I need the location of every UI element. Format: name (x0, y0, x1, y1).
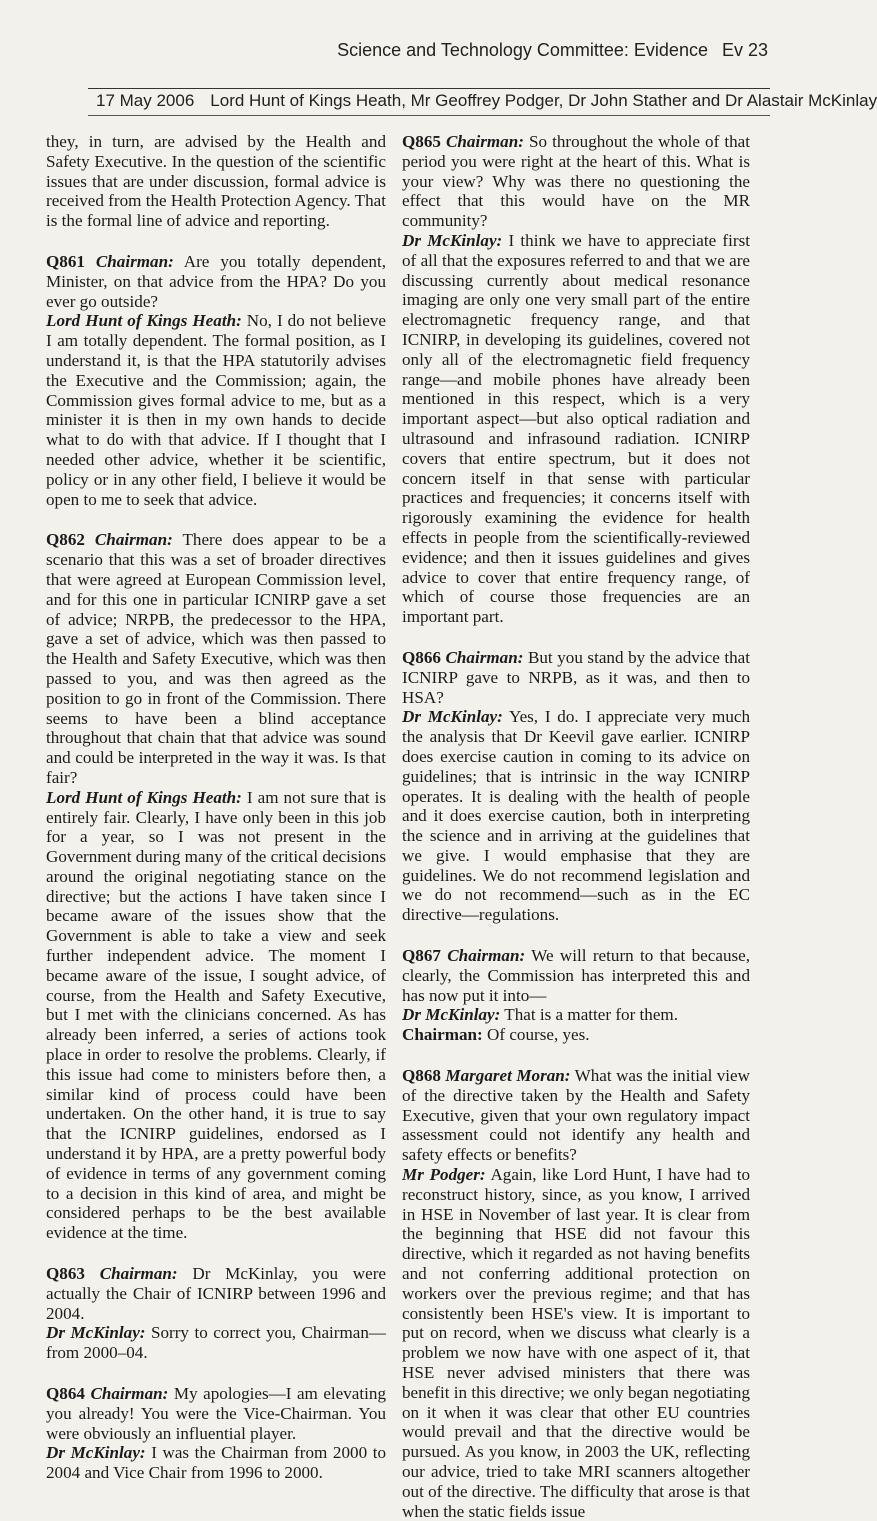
paragraph-text: Of course, yes. (487, 1025, 590, 1045)
speaker-name: Chairman: (446, 132, 524, 151)
speaker-name: Lord Hunt of Kings Heath: (46, 787, 242, 807)
paragraph-text: I was the Chairman from 2000 to 2004 and Vice Chair from 1996 to 2000. (46, 1443, 386, 1483)
answer-paragraph (46, 1323, 386, 1363)
speaker-name: Lord Hunt of Kings Heath: (46, 311, 242, 331)
question-paragraph (402, 132, 750, 231)
paragraph-text: Yes, I do. I appreciate very much the analysis that Dr Keevil gave earlier. ICNIRP does exercise caution in coming to its advice on guidelines; that is intrinsic in the way ICNIRP operates. It is dealing with the health of people and it does exercise caution, both in interpreting the science and in arriving at the guidelines that we give. I would emphasise that they are guidelines. We do not recommend legislation and we do not recommend—such as in the EC directive—regulations. (402, 707, 751, 925)
speaker-name: Chairman: (447, 946, 526, 966)
paragraph-text: I am not sure that is entirely fair. Clearly, I have only been in this job for a year, so I was not present in the Government during many of the critical decisions around the original negotiating stance on the directive; but the actions I have taken since I became aware of the issues show that the Government is able to take a view and seek further independent advice. The moment I became aware of the issue, I sought advice, of course, from the Health and Safety Executive, but I met with the clinicians concerned. As has already been inferred, a series of actions took place in order to resolve the problems. Clearly, if this issue had come to ministers before then, a similar kind of process could have been undertaken. On the other hand, it is true to say that the ICNIRP guidelines, endorsed as I understand it by HPA, are a pretty powerful body of evidence in terms of any government coming to a decision in this kind of area, and might be considered perhaps to be the best available evidence at the time. (46, 787, 386, 1243)
answer-paragraph (46, 1443, 386, 1483)
paragraph-text: So throughout the whole of that period you were right at the heart of this. What is your view? Why was there no questioning the effect that this would have on the MR community? (402, 132, 750, 231)
paragraph-text: Dr McKinlay, you were actually the Chair of ICNIRP between 1996 and 2004. (46, 1264, 387, 1323)
paragraph-text: But you stand by the advice that ICNIRP gave to NRPB, as it was, and then to HSA? (402, 647, 750, 707)
session-date: 17 May 2006 (96, 91, 195, 110)
subheader-rule (88, 115, 770, 116)
speaker-name: Chairman: (445, 647, 524, 667)
question-number: Q861 (46, 251, 85, 271)
paragraph-text: they, in turn, are advised by the Health and Safety Executive. In the question of the scientific issues that are under discussion, formal advice is received from the Health Protection Agency. That is the formal line of advice and reporting. (46, 132, 386, 231)
question-number: Q863 (46, 1264, 85, 1284)
publication-title: Science and Technology Committee: Evidence (337, 40, 708, 60)
speaker-name: Chairman: (95, 251, 174, 271)
answer-paragraph (402, 231, 750, 627)
question-paragraph (46, 1264, 386, 1323)
paragraph-text: What was the initial view of the directive taken by the Health and Safety Executive, given that your own regulatory impact assessment could not identify any health and safety effects or benefits? (402, 1066, 750, 1165)
paragraph-text: Are you totally dependent, Minister, on that advice from the HPA? Do you ever go outside? (46, 251, 386, 311)
question-paragraph (402, 1066, 750, 1165)
speaker-name: Chairman: (402, 1025, 483, 1045)
paragraph-text: That is a matter for them. (504, 1005, 678, 1025)
question-paragraph (402, 648, 750, 707)
answer-paragraph (46, 311, 386, 509)
answer-paragraph (402, 707, 750, 925)
speaker-name: Dr McKinlay: (46, 1443, 146, 1463)
speaker-name: Dr McKinlay: (402, 230, 503, 250)
question-number: Q868 (402, 1066, 441, 1086)
speaker-name: Dr McKinlay: (46, 1323, 146, 1343)
paragraph-text: We will return to that because, clearly, the Commission has interpreted this and has now put it into— (402, 946, 751, 1005)
speaker-name: Margaret Moran: (445, 1066, 571, 1086)
session-line (96, 91, 877, 111)
answer-paragraph (402, 1005, 750, 1025)
paragraph-text: Again, like Lord Hunt, I have had to reconstruct history, since, as you know, I arrived in HSE in November of last year. It is clear from the beginning that HSE did not favour this directive, which it regarded as not having benefits and not conferring additional protection on workers over the previous regime; and that has consistently been HSE's view. It is important to put on record, when we discuss what clearly is a problem we now have with one aspect of it, that HSE never advised ministers that there was benefit in this directive; we only began negotiating on it when it was clear that other EU countries would prevail and that the directive would be pursued. As you know, in 2003 the UK, reflecting our advice, tried to take MRI scanners altogether out of the directive. The difficulty that arose is that when the static fields issue (402, 1165, 750, 1521)
paragraph-text: There does appear to be a scenario that this was a set of broader directives that were agreed at European Commission level, and for this one in particular ICNIRP gave a set of advice; NRPB, the predecessor to the HPA, gave a set of advice, which was then passed to the Health and Safety Executive, which was then passed to you, and was then agreed as the position to go in front of the Commission. There seems to have been a blind acceptance throughout that chain that that advice was sound and could be interpreted in the way it was. Is that fair? (46, 530, 387, 787)
paragraph-text: Sorry to correct you, Chairman—from 2000–04. (46, 1323, 387, 1363)
question-number: Q862 (46, 530, 85, 550)
paragraph-text: My apologies—I am elevating you already! You were the Vice-Chairman. You were obviously an influential player. (46, 1384, 386, 1443)
running-head (337, 40, 768, 61)
question-number: Q865 (402, 132, 441, 151)
left-column (46, 132, 386, 1483)
continued-paragraph (46, 132, 386, 231)
speaker-name: Dr McKinlay: (402, 707, 503, 727)
witness-list: Lord Hunt of Kings Heath, Mr Geoffrey Podger, Dr John Stather and Dr Alastair McKinlay (210, 91, 877, 110)
header-rule (88, 88, 770, 89)
question-paragraph (46, 1384, 386, 1443)
question-paragraph (46, 252, 386, 311)
answer-paragraph (402, 1025, 750, 1045)
speaker-name: Chairman: (99, 1264, 178, 1284)
page-number: Ev 23 (721, 40, 768, 60)
question-number: Q866 (402, 647, 441, 667)
speaker-name: Dr McKinlay: (402, 1005, 501, 1025)
speaker-name: Chairman: (90, 1384, 169, 1404)
paragraph-text: I think we have to appreciate first of all that the exposures referred to and that we are discussing currently about medical resonance imaging are only one very small part of the entire electromagnetic frequency range, and that ICNIRP, in developing its guidelines, covered not only all of the electromagnetic field frequency range—and mobile phones have already been mentioned in this respect, which is a very important aspect—but also optical radiation and ultrasound and infrasound radiation. ICNIRP covers that entire spectrum, but it does not concern itself in that sense with particular practices and frequencies; it concerns itself with rigorously examining the evidence for health effects in people from the scientifically-reviewed evidence; and then it issues guidelines and gives advice to cover that entire frequency range, of which of course those frequencies are an important part. (402, 230, 750, 627)
speaker-name: Chairman: (94, 530, 173, 550)
speaker-name: Mr Podger: (402, 1165, 486, 1185)
paragraph-text: No, I do not believe I am totally dependent. The formal position, as I understand it, is that the HPA statutorily advises the Executive and the Commission; again, the Commission gives formal advice to me, but as a minister it is then in my own hands to decide what to do with that advice. If I thought that I needed other advice, whether it be scientific, policy or in any other field, I believe it would be open to me to seek that advice. (46, 311, 386, 509)
question-paragraph (402, 946, 750, 1005)
right-column (402, 132, 750, 1521)
question-number: Q867 (402, 946, 441, 966)
answer-paragraph (402, 1165, 750, 1521)
question-paragraph (46, 530, 386, 787)
question-number: Q864 (46, 1384, 85, 1404)
answer-paragraph (46, 788, 386, 1243)
